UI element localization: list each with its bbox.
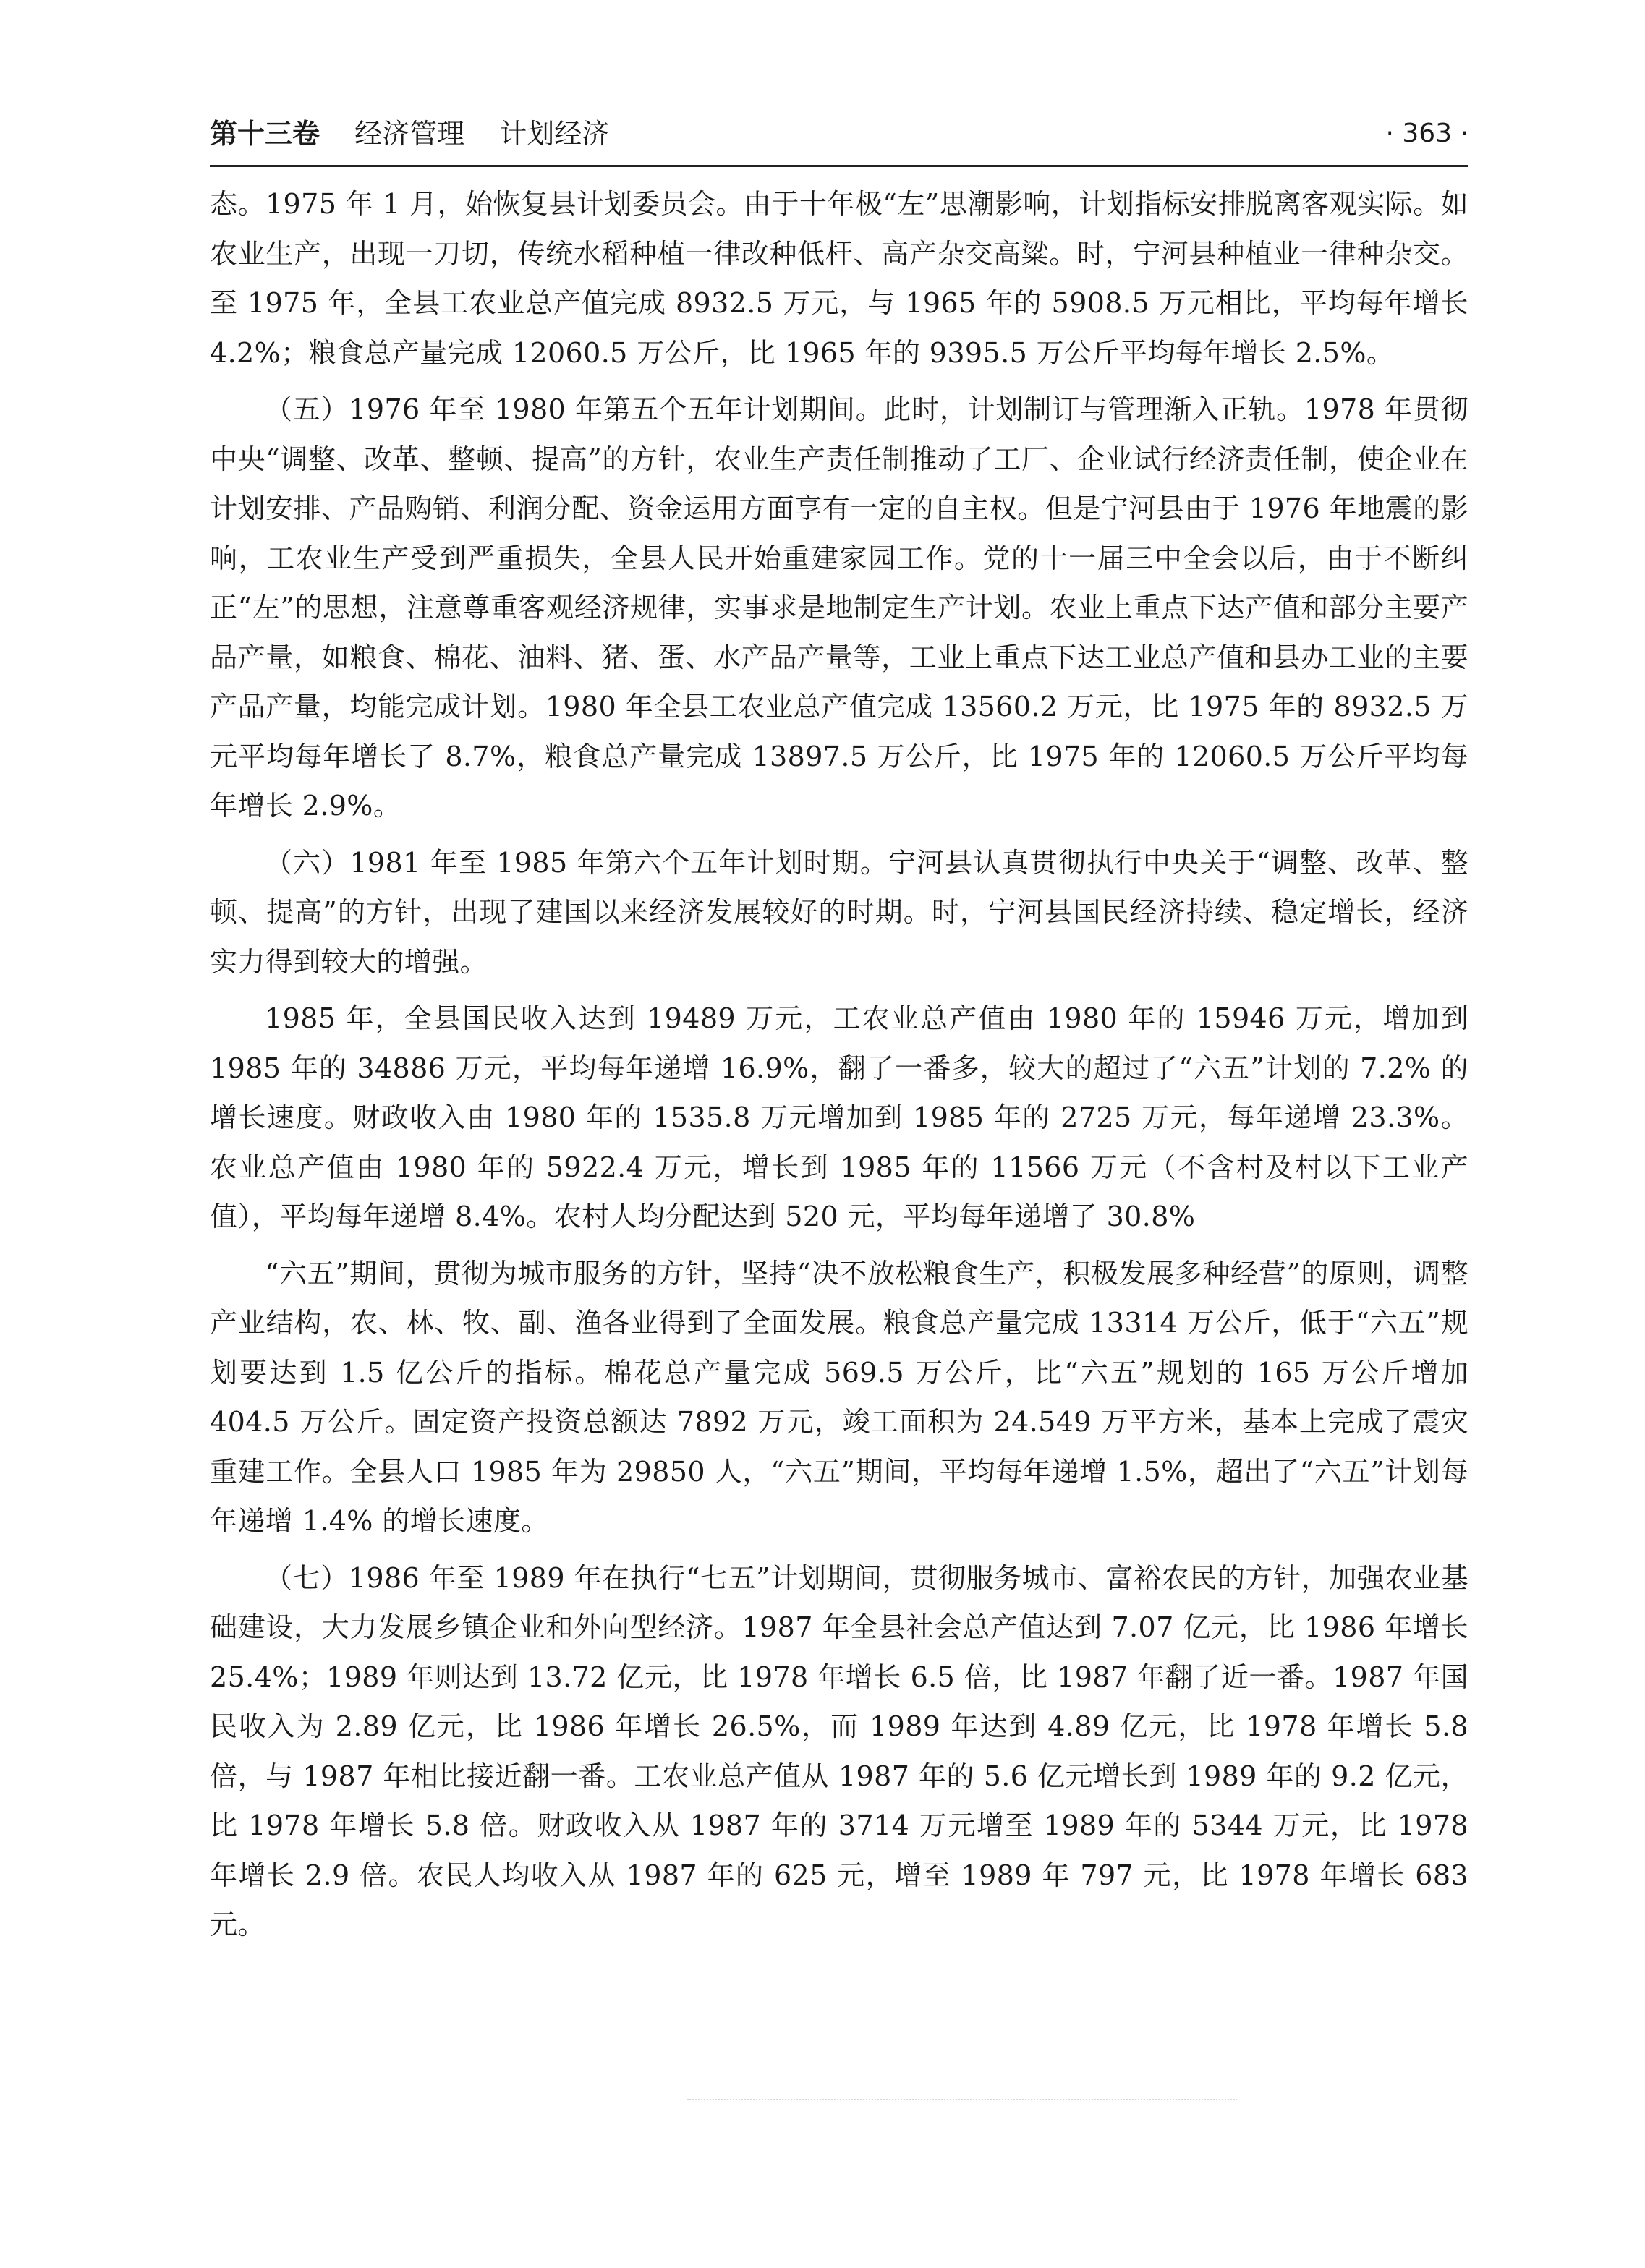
header-left (210, 108, 609, 159)
paragraph-fifth-plan: （五）1976 年至 1980 年第五个五年计划期间。此时，计划制订与管理渐入正轨。1978 年贯彻中央“调整、改革、整顿、提高”的方针，农业生产责任制推动了工厂、企业试行经济责任制，使企业在计划安排、产品购销、利润分配、资金运用方面享有一定的自主权。但是宁河县由于 1976 年地震的影响，工农业生产受到严重损失，全县人民开始重建家园工作。党的十一届三中全会以后，由于不断纠正“左”的思想，注意尊重客观经济规律，实事求是地制定生产计划。农业上重点下达产值和部分主要产品产量，如粮食、棉花、油料、猪、蛋、水产品产量等，工业上重点下达工业总产值和县办工业的主要产品产量，均能完成计划。1980 年全县工农业总产值完成 13560.2 万元，比 1975 年的 8932.5 万元平均每年增长了 8.7%，粮食总产量完成 13897.5 万公斤，比 1975 年的 12060.5 万公斤平均每年增长 2.9%。 (210, 393, 1468, 822)
paragraph-seventh-plan: （七）1986 年至 1989 年在执行“七五”计划期间，贯彻服务城市、富裕农民的方针，加强农业基础建设，大力发展乡镇企业和外向型经济。1987 年全县社会总产值达到 7.07 亿元，比 1986 年增长 25.4%；1989 年则达到 13.72 亿元，比 1978 年增长 6.5 倍，比 1987 年翻了近一番。1987 年国民收入为 2.89 亿元，比 1986 年增长 26.5%，而 1989 年达到 4.89 亿元，比 1978 年增长 5.8 倍，与 1987 年相比接近翻一番。工农业总产值从 1987 年的 5.6 亿元增长到 1989 年的 9.2 亿元，比 1978 年增长 5.8 倍。财政收入从 1987 年的 3714 万元增至 1989 年的 5344 万元，比 1978 年增长 2.9 倍。农民人均收入从 1987 年的 625 元，增至 1989 年 797 元，比 1978 年增长 683 元。 (210, 1561, 1468, 1940)
paragraph-continuation: 态。1975 年 1 月，始恢复县计划委员会。由于十年极“左”思潮影响，计划指标安排脱离客观实际。如农业生产，出现一刀切，传统水稻种植一律改种低杆、高产杂交高粱。时，宁河县种植业一律种杂交。至 1975 年，全县工农业总产值完成 8932.5 万元，与 1965 年的 5908.5 万元相比，平均每年增长 4.2%；粮食总产量完成 12060.5 万公斤，比 1965 年的 9395.5 万公斤平均每年增长 2.5%。 (210, 188, 1468, 369)
running-header (210, 108, 1468, 159)
body-text (210, 179, 1468, 1957)
subsection-title: 计划经济 (499, 118, 610, 150)
paragraph-1985-results: 1985 年，全县国民收入达到 19489 万元，工农业总产值由 1980 年的 15946 万元，增加到 1985 年的 34886 万元，平均每年递增 16.9%，翻了一番多，较大的超过了“六五”计划的 7.2% 的增长速度。财政收入由 1980 年的 1535.8 万元增加到 1985 年的 2725 万元，每年递增 23.3%。农业总产值由 1980 年的 5922.4 万元，增长到 1985 年的 11566 万元（不含村及村以下工业产值），平均每年递增 8.4%。农村人均分配达到 520 元，平均每年递增了 30.8% (210, 1002, 1468, 1232)
section-title: 经济管理 (354, 118, 465, 150)
header-divider (210, 165, 1468, 167)
volume-title: 第十三卷 (210, 118, 320, 150)
scan-specks (687, 2099, 1237, 2105)
paragraph-sixth-plan-period: “六五”期间，贯彻为城市服务的方针，坚持“决不放松粮食生产，积极发展多种经营”的原则，调整产业结构，农、林、牧、副、渔各业得到了全面发展。粮食总产量完成 13314 万公斤，低于“六五”规划要达到 1.5 亿公斤的指标。棉花总产量完成 569.5 万公斤，比“六五”规划的 165 万公斤增加 404.5 万公斤。固定资产投资总额达 7892 万元，竣工面积为 24.549 万平方米，基本上完成了震灾重建工作。全县人口 1985 年为 29850 人，“六五”期间，平均每年递增 1.5%，超出了“六五”计划每年递增 1.4% 的增长速度。 (210, 1257, 1468, 1537)
paragraph-sixth-plan: （六）1981 年至 1985 年第六个五年计划时期。宁河县认真贯彻执行中央关于“调整、改革、整顿、提高”的方针，出现了建国以来经济发展较好的时期。时，宁河县国民经济持续、稳定增长，经济实力得到较大的增强。 (210, 846, 1468, 978)
page-number: · 363 · (1385, 119, 1468, 148)
